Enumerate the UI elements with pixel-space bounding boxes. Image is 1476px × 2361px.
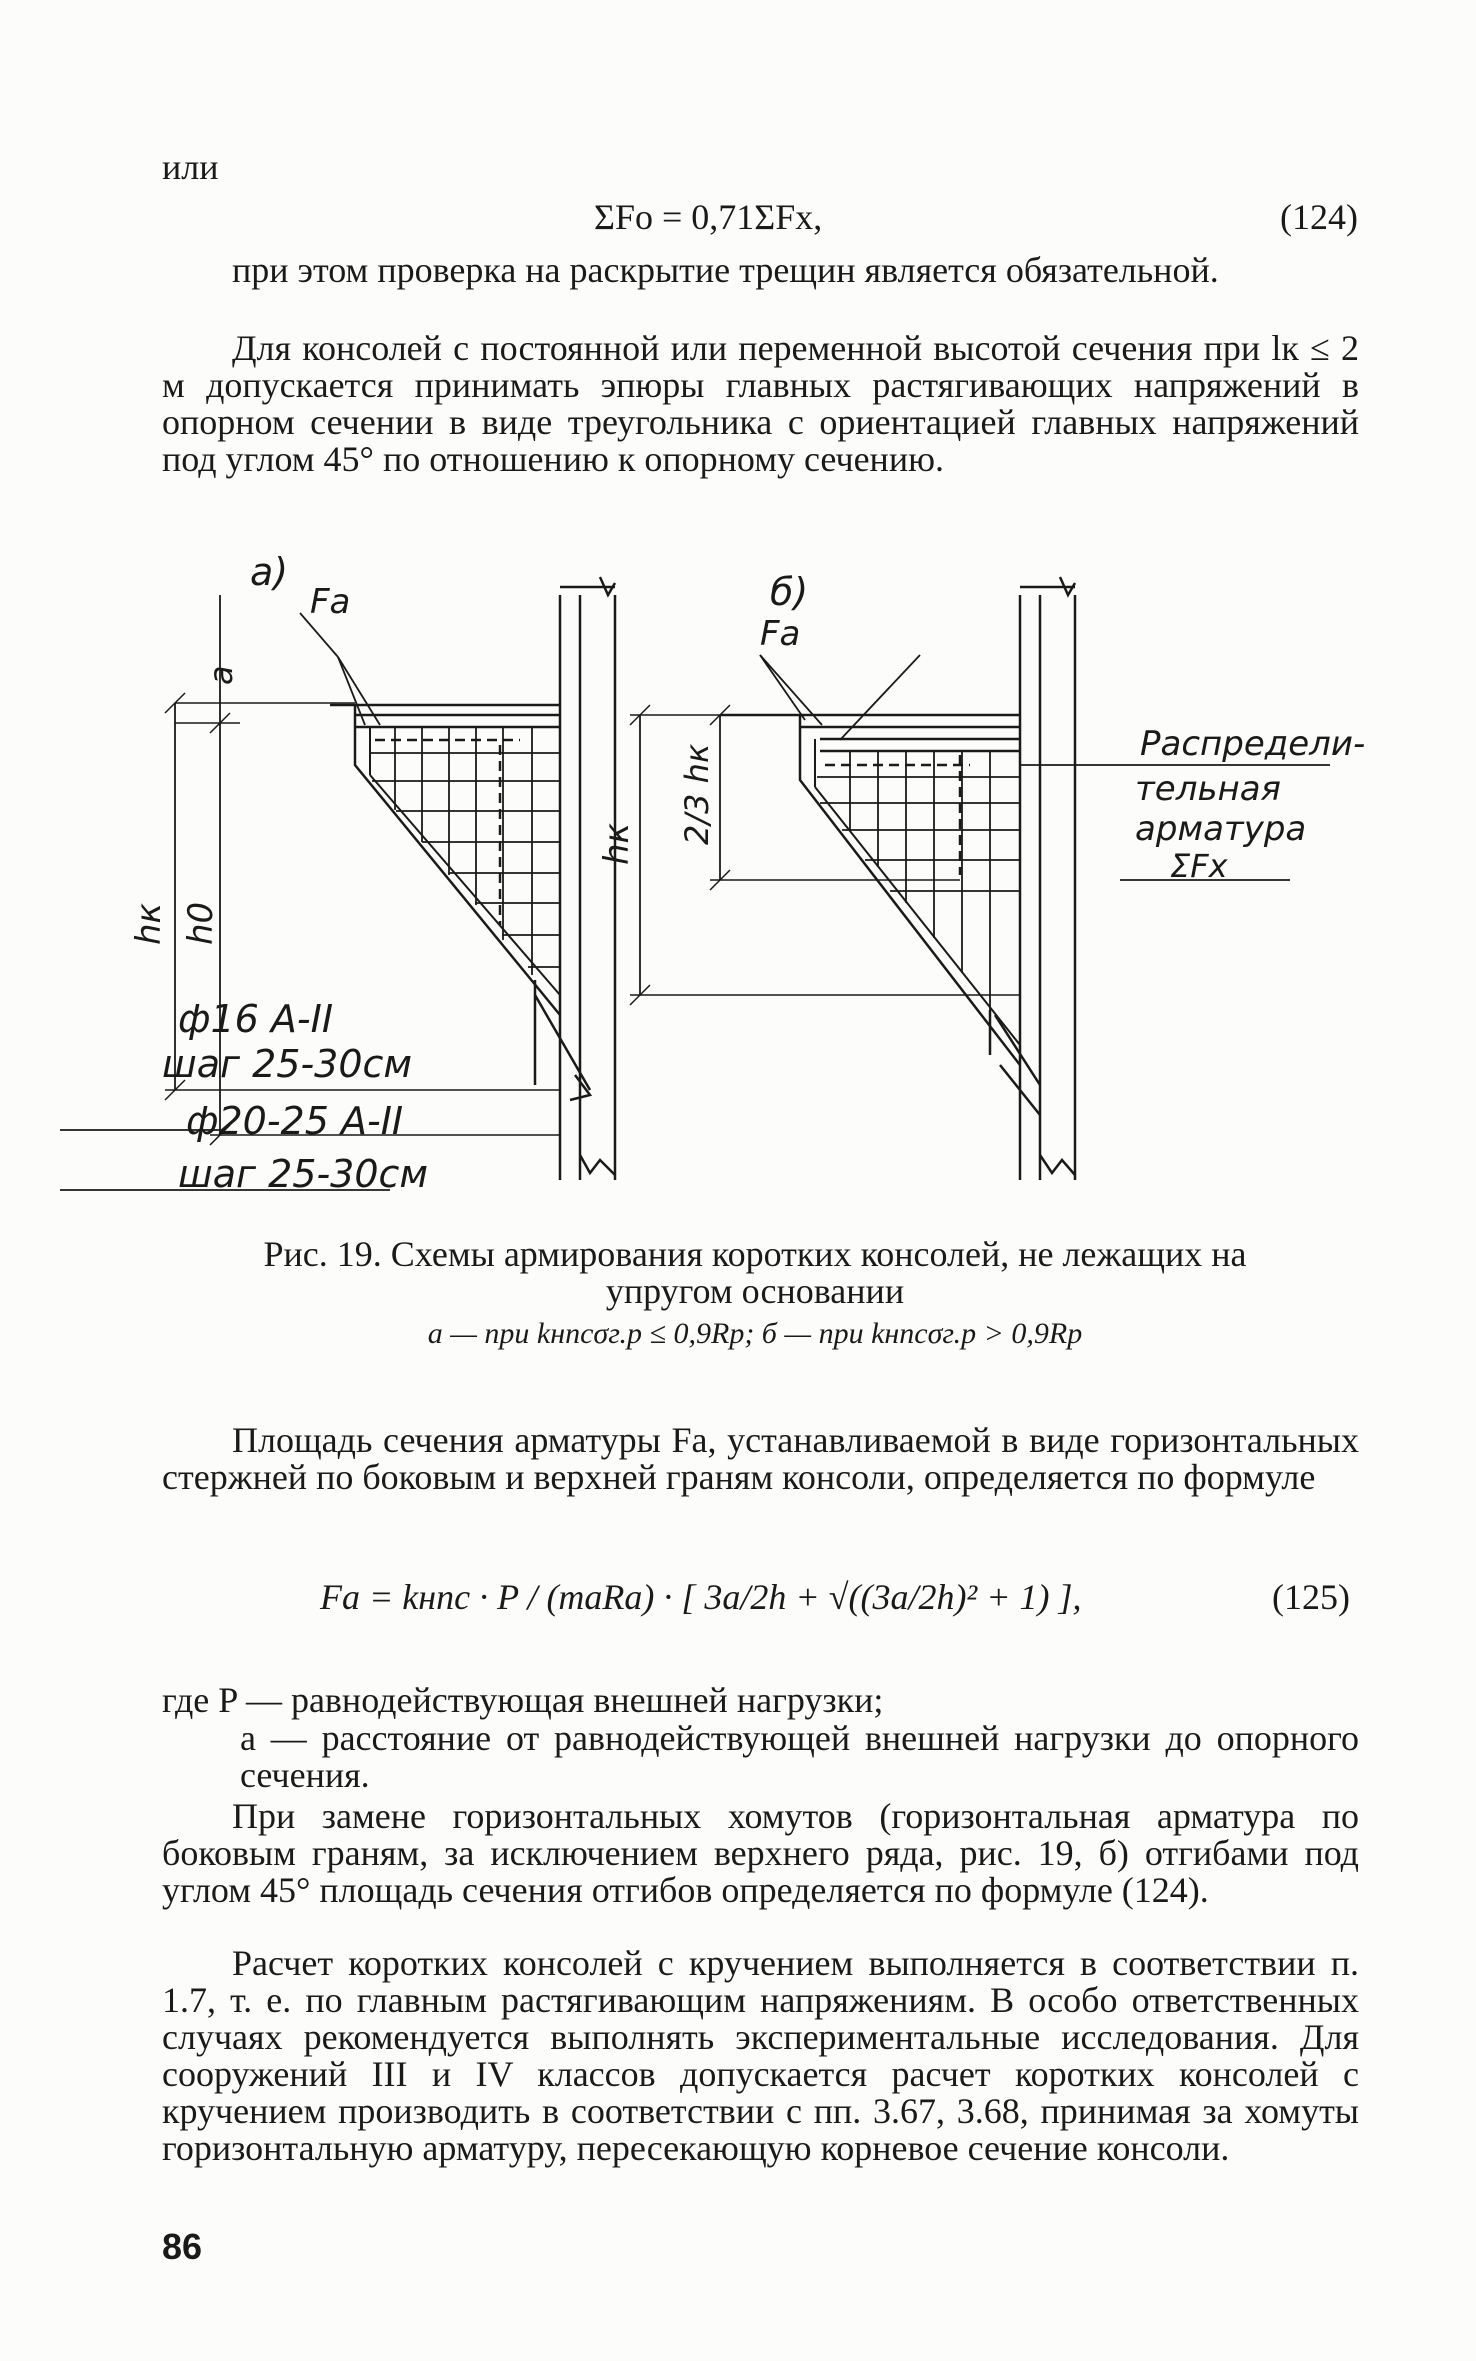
paragraph-crack-check: при этом проверка на раскрытие трещин является обязательной. (232, 250, 1219, 290)
formula-124: ΣFо = 0,71ΣFx, (594, 197, 823, 237)
dim-h0-label: h0 (181, 901, 221, 945)
dim-a-label: a (202, 665, 240, 685)
dist-rebar-line-2: тельная (1135, 769, 1282, 809)
dist-rebar-sum: ΣFx (1170, 847, 1228, 885)
paragraph-bent-bars: При замене горизонтальных хомутов (горизонтальная арматура по боковым граням, за исключением верхнего ряда, рис. 19, б) отгибами под углом 45° площадь сечения отгибов определяется по формуле (124). (162, 1796, 1359, 1910)
figure-label-b: б) (770, 570, 809, 614)
page-number: 86 (162, 2226, 203, 2267)
fa-label-a: Fa (310, 582, 351, 622)
figure-label-a: а) (250, 550, 289, 594)
equation-number-124: (124) (1280, 197, 1358, 237)
rebar-note-2: ф20-25 А-II (186, 1099, 404, 1143)
equation-number-125: (125) (1272, 1577, 1350, 1617)
formula-125: Fa = kнnс · P / (maRa) · [ 3a/2h + √((3a/2h)² + 1) ], (320, 1577, 1082, 1617)
figure-caption-line-2: упругом основании (605, 1271, 905, 1311)
dim-hk-label: hк (129, 902, 169, 945)
rebar-note-1: ф16 А-II (178, 997, 334, 1041)
definition-p: где P — равнодействующая внешней нагрузки; (162, 1680, 884, 1720)
paragraph-area-formula: Площадь сечения арматуры Fа, устанавливаемой в виде горизонтальных стержней по боковым и верхней граням консоли, определяется по формуле (162, 1420, 1359, 1497)
rebar-step-1: шаг 25-30см (162, 1042, 413, 1086)
rebar-step-2: шаг 25-30см (178, 1152, 429, 1196)
fa-label-b: Fa (760, 614, 801, 654)
intro-word: или (162, 147, 219, 187)
figure-caption-line-1: Рис. 19. Схемы армирования коротких консолей, не лежащих на (263, 1234, 1247, 1274)
dist-rebar-line-3: арматура (1135, 809, 1307, 849)
paragraph-torsion: Расчет коротких консолей с кручением выполняется в соответствии п. 1.7, т. е. по главным растягивающим напряжениям. В особо ответственных случаях рекомендуется выполнять экспериментальные исследования. Для сооружений III и IV классов допускается расчет коротких консолей с кручением производить в соответствии с пп. 3.67, 3.68, принимая за хомуты горизонтальную арматуру, пересекающую корневое сечение консоли. (162, 1943, 1359, 2168)
dist-rebar-line-1: Распредели- (1140, 724, 1366, 764)
paragraph-stress-diagram: Для консолей с постоянной или переменной высотой сечения при lк ≤ 2 м допускается принимать эпюры главных растягивающих напряжений в опорном сечении в виде треугольника с ориентацией главных напряжений под углом 45° по отношению к опорному сечению. (162, 328, 1359, 479)
figure-caption-line-3: а — при kнnсσг.р ≤ 0,9Rр; б — при kнnсσг.р > 0,9Rр (427, 1317, 1083, 1350)
dim-23hk-label: 2/3 hк (678, 743, 716, 845)
dim-hk-b-label: hк (597, 822, 637, 865)
definition-a: a — расстояние от равнодействующей внешней нагрузки до опорного сечения. (240, 1718, 1359, 1795)
